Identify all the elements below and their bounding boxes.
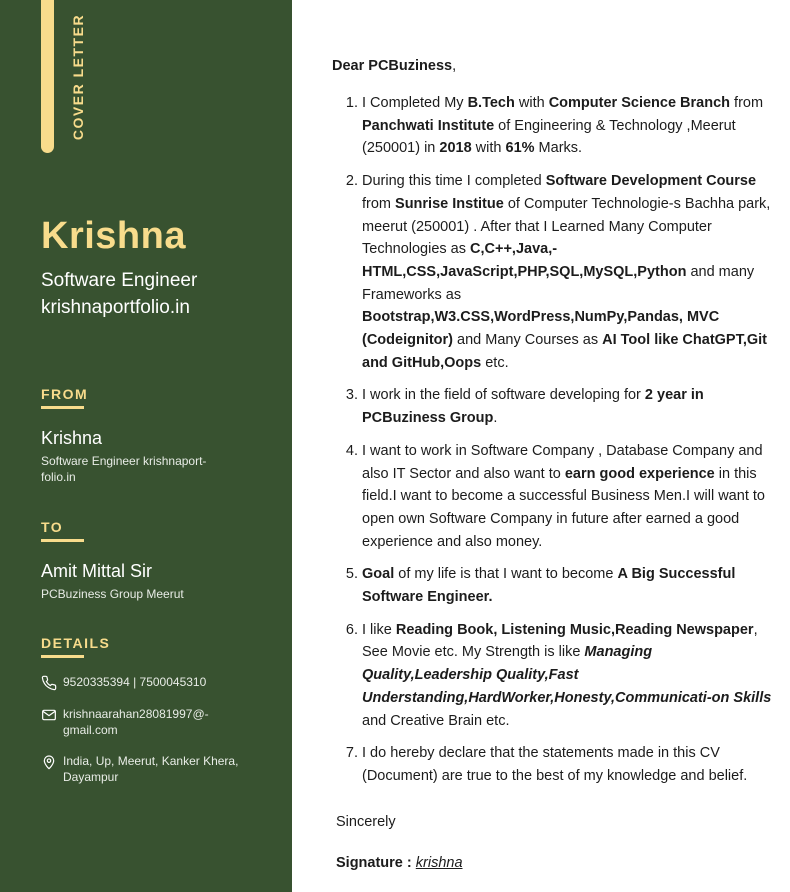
letter-point-7: 7. I do hereby declare that the statements made in this CV (Document) are true to the best of my knowledge and belief. [362, 742, 772, 787]
salutation-name: Dear PCBuziness [332, 58, 453, 74]
phone-row [41, 674, 251, 691]
salutation-comma: , [452, 58, 457, 74]
cover-letter-label: COVER LETTER [70, 13, 86, 140]
to-details: PCBuziness Group Meerut [41, 587, 184, 601]
details-divider [41, 655, 84, 658]
details-heading: DETAILS [41, 635, 111, 651]
from-heading: FROM [41, 386, 89, 402]
to-divider [41, 539, 84, 542]
from-divider [41, 406, 84, 409]
letter-point-4: 4. I want to work in Software Company , Database Company and also IT Sector and also want to earn good experience in this field.I want to become a successful Business Men.I will want to open own Software Company in future after earned a good experience and also money. [362, 440, 772, 554]
to-name: Amit Mittal Sir [41, 561, 153, 581]
letter-point-5: 5. Goal of my life is that I want to become A Big Successful Software Engineer. [362, 563, 772, 608]
phone-icon [41, 675, 57, 691]
letter-point-3: 3. I work in the field of software developing for 2 year in PCBuziness Group. [362, 384, 772, 429]
vertical-label [64, 0, 92, 153]
email-address: krishnaarahan28081997@-gmail.com [63, 707, 209, 737]
email-row [41, 706, 251, 738]
postal-address: India, Up, Meerut, Kanker Khera, Dayampur [63, 754, 239, 784]
signature-line [336, 855, 772, 871]
to-heading: TO [41, 519, 64, 535]
letter-body [332, 58, 772, 871]
sidebar [0, 0, 292, 892]
salutation [332, 58, 772, 74]
location-pin-icon [41, 754, 57, 770]
applicant-role: Software Engineer [41, 270, 198, 291]
letter-points [332, 92, 772, 788]
closing: Sincerely [336, 813, 396, 830]
address-row [41, 753, 251, 785]
from-details: Software Engineer krishnaport-folio.in [41, 454, 207, 484]
signature-value: krishna [415, 854, 463, 871]
letter-point-1: 1. I Completed My B.Tech with Computer Science Branch from Panchwati Institute of Engineering & Technology ,Meerut (250001) in 2018 with 61% Marks. [362, 92, 772, 160]
from-name: Krishna [41, 428, 103, 448]
letter-point-6: 6. I like Reading Book, Listening Music,Reading Newspaper, See Movie etc. My Strength is like Managing Quality,Leadership Quality,Fast Understanding,HardWorker,Honesty,Communicati-on Skills and Creative Brain etc. [362, 619, 772, 733]
accent-bar [41, 0, 54, 153]
applicant-name: Krishna [41, 215, 186, 257]
applicant-website: krishnaportfolio.in [41, 297, 190, 318]
phone-number: 9520335394 | 7500045310 [63, 675, 207, 689]
mail-icon [41, 707, 57, 723]
signature-label: Signature : [336, 854, 412, 871]
applicant-role-block [41, 267, 197, 321]
letter-point-2: 2. During this time I completed Software Development Course from Sunrise Institue of Computer Technologie-s Bachha park, meerut (250001) . After that I Learned Many Computer Technologies as C,C++,Java,-HTML,CSS,JavaScript,PHP,SQL,MySQL,Python and many Frameworks as Bootstrap,W3.CSS,WordPress,NumPy,Pandas, MVC (Codeignitor) and Many Courses as AI Tool like ChatGPT,Git and GitHub,Oops etc. [362, 170, 772, 374]
